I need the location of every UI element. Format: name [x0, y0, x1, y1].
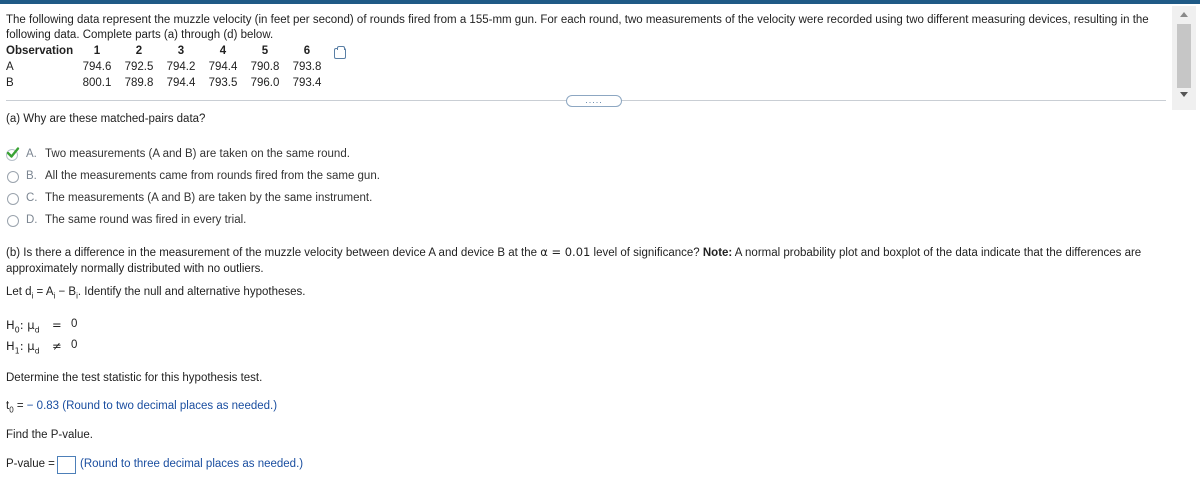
problem-intro [6, 13, 1166, 43]
part-a-question: (a) Why are these matched-pairs data? [6, 113, 206, 125]
option-text: Two measurements (A and B) are taken on the same round. [45, 148, 350, 160]
test-statistic-value: − 0.83 [26, 400, 60, 412]
table-cell: 794.2 [166, 61, 196, 73]
intro-line-1: The following data represent the muzzle velocity (in feet per second) of rounds fired from a 155-mm gun. For each round, two measurements of the velocity were recorded using two different measuring devices, resulting in the [6, 14, 1149, 26]
table-cell: 789.8 [124, 77, 154, 89]
colon: : [19, 318, 24, 332]
subscript-i: i [53, 291, 56, 301]
mu-subscript: d [34, 346, 40, 356]
mu-symbol: μ [27, 339, 35, 353]
option-letter: B. [26, 170, 37, 182]
radio-button[interactable] [7, 171, 19, 183]
h-symbol: H [6, 339, 15, 353]
radio-button[interactable] [7, 215, 19, 227]
h0-operator: = [52, 318, 62, 332]
table-cell: 790.8 [250, 61, 280, 73]
pvalue-prompt: Find the P-value. [6, 429, 93, 441]
let-suffix: . Identify the null and alternative hypotheses. [77, 286, 306, 298]
top-accent-bar [0, 0, 1200, 4]
table-cell: 793.8 [292, 61, 322, 73]
column-header: 4 [219, 45, 227, 57]
table-cell: 794.6 [82, 61, 112, 73]
column-header: 2 [135, 45, 143, 57]
checkmark-icon [6, 146, 20, 160]
table-cell: 794.4 [166, 77, 196, 89]
test-stat-prompt: Determine the test statistic for this hypothesis test. [6, 372, 263, 384]
row-label: B [6, 77, 14, 89]
option-letter: C. [26, 192, 38, 204]
mu-symbol: μ [27, 318, 35, 332]
h1-operator: ≠ [52, 339, 62, 353]
copy-data-icon[interactable] [334, 48, 346, 59]
table-cell: 796.0 [250, 77, 280, 89]
observation-header: Observation [6, 45, 74, 57]
scroll-down-arrow-icon[interactable] [1180, 92, 1188, 97]
part-b-text-line2: approximately normally distributed with no outliers. [6, 263, 264, 275]
subscript-i: i [31, 291, 34, 301]
h1-value: 0 [71, 339, 78, 351]
column-header: 6 [303, 45, 311, 57]
scroll-thumb[interactable] [1177, 24, 1191, 88]
table-cell: 792.5 [124, 61, 154, 73]
note-label: Note: [702, 247, 733, 259]
h-subscript: 1 [14, 346, 20, 356]
table-cell: 794.4 [208, 61, 238, 73]
t-subscript: 0 [9, 405, 14, 415]
expand-more-button[interactable]: ..... [566, 95, 622, 107]
mu-subscript: d [34, 325, 40, 335]
part-b-question [6, 244, 1166, 277]
table-cell: 793.4 [292, 77, 322, 89]
part-b-text-end: A normal probability plot and boxplot of the data indicate that the differences are [732, 247, 1142, 259]
null-hypothesis [6, 318, 40, 334]
option-letter: D. [26, 214, 38, 226]
intro-line-2: following data. Complete parts (a) through (d) below. [6, 29, 274, 41]
table-cell: 800.1 [82, 77, 112, 89]
h-symbol: H [6, 318, 15, 332]
scroll-up-arrow-icon[interactable] [1180, 12, 1188, 17]
colon: : [19, 339, 24, 353]
test-statistic-hint: (Round to two decimal places as needed.) [62, 400, 278, 412]
pvalue-input[interactable] [57, 456, 76, 474]
let-b: − B [55, 286, 77, 298]
table-cell: 793.5 [208, 77, 238, 89]
h-subscript: 0 [14, 325, 20, 335]
equals: = [13, 400, 27, 412]
alpha-level: α = 0.01 [540, 245, 591, 259]
column-header: 1 [93, 45, 101, 57]
alternative-hypothesis [6, 339, 40, 355]
option-text: The same round was fired in every trial. [45, 214, 247, 226]
option-letter: A. [26, 148, 37, 160]
let-a: = A [33, 286, 54, 298]
part-b-text-mid: level of significance? [590, 247, 703, 259]
pvalue-hint: (Round to three decimal places as needed.) [80, 458, 304, 470]
column-header: 5 [261, 45, 269, 57]
option-text: All the measurements came from rounds fired from the same gun. [45, 170, 380, 182]
part-b-text-start: (b) Is there a difference in the measurement of the muzzle velocity between device A and device B at the [6, 247, 541, 259]
t-symbol: t [6, 400, 10, 412]
column-header: 3 [177, 45, 185, 57]
pvalue-label: P-value = [6, 458, 55, 470]
scrollbar[interactable] [1172, 6, 1196, 110]
option-text: The measurements (A and B) are taken by the same instrument. [45, 192, 373, 204]
subscript-i: i [76, 291, 78, 301]
let-definition [6, 286, 305, 300]
radio-button[interactable] [7, 193, 19, 205]
row-label: A [6, 61, 14, 73]
let-prefix: Let d [6, 286, 32, 298]
test-statistic-line [6, 400, 277, 414]
h0-value: 0 [71, 318, 78, 330]
